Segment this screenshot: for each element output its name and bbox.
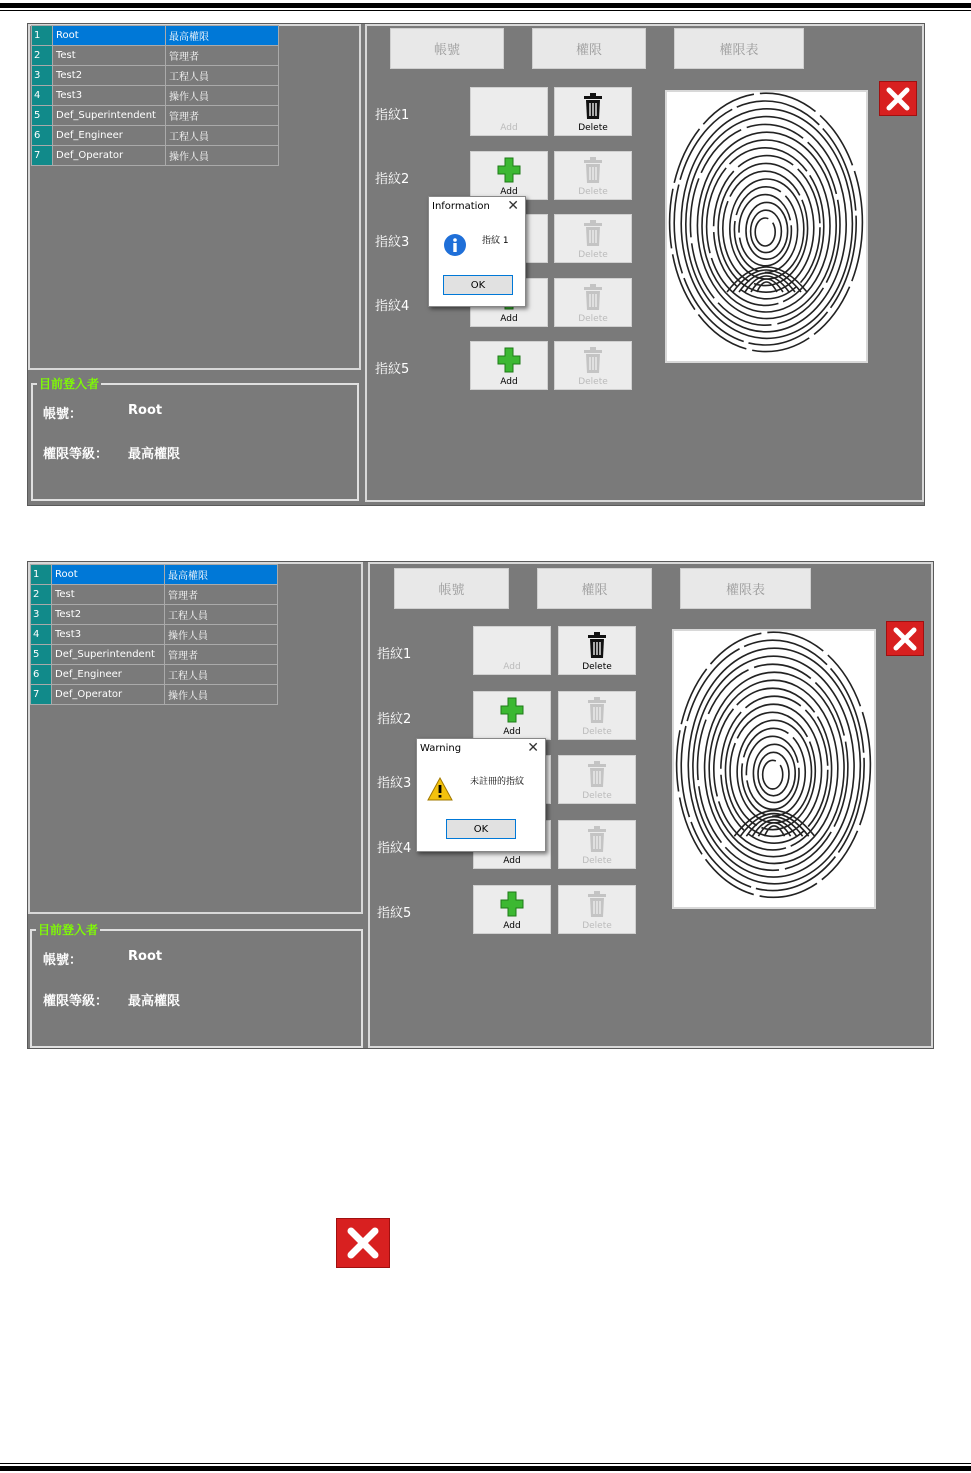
user-role: 操作人員: [165, 625, 278, 645]
delete-button[interactable]: [554, 278, 632, 327]
delete-button[interactable]: [558, 626, 636, 675]
user-index: 4: [32, 86, 53, 106]
delete-label: Delete: [578, 123, 608, 133]
delete-button[interactable]: [554, 151, 632, 200]
delete-button[interactable]: [558, 820, 636, 869]
user-table: [30, 564, 278, 705]
add-label: Add: [500, 186, 518, 197]
add-button[interactable]: [473, 691, 551, 740]
top-rule: [0, 3, 971, 8]
add-label: Add: [503, 662, 521, 672]
account-label: 帳號：: [43, 953, 83, 968]
plus-icon: [499, 696, 525, 724]
delete-label: Delete: [578, 186, 608, 197]
user-index: 2: [31, 585, 52, 605]
delete-label: Delete: [582, 920, 612, 931]
dialog-close-icon[interactable]: ✕: [507, 198, 519, 214]
user-name: Def_Engineer: [52, 665, 165, 685]
level-value: 最高權限: [128, 447, 181, 462]
user-role: 管理者: [165, 645, 278, 665]
dialog-title: Information: [432, 201, 490, 212]
plus-icon: [496, 346, 522, 374]
user-index: 3: [31, 605, 52, 625]
tab-permission[interactable]: 權限: [532, 28, 646, 69]
user-role: 最高權限: [165, 565, 278, 585]
user-row[interactable]: [31, 685, 278, 705]
user-role: 最高權限: [166, 26, 279, 46]
plus-icon: [474, 696, 550, 724]
user-index: 3: [32, 66, 53, 86]
account-label: 帳號：: [43, 407, 83, 422]
information-dialog: [428, 196, 526, 307]
fingerprint-label: 指紋4: [377, 841, 412, 857]
plus-icon: [471, 346, 547, 374]
add-label: Add: [500, 313, 518, 324]
add-label: Add: [500, 377, 518, 387]
current-login-group: [30, 923, 363, 1048]
user-row[interactable]: [32, 106, 279, 126]
add-button[interactable]: [470, 151, 548, 200]
level-value: 最高權限: [128, 994, 181, 1009]
user-row[interactable]: [31, 565, 278, 585]
account-value: Root: [128, 949, 163, 964]
delete-button[interactable]: [558, 885, 636, 934]
trash-icon: [559, 890, 635, 918]
fingerprint-image: [672, 629, 876, 909]
delete-button[interactable]: [554, 341, 632, 390]
add-button[interactable]: [473, 885, 551, 934]
user-role: 工程人員: [166, 126, 279, 146]
user-row[interactable]: [31, 625, 278, 645]
add-button[interactable]: [470, 87, 548, 136]
user-role: 管理者: [166, 46, 279, 66]
bottom-rule: [0, 1466, 971, 1471]
fingerprint-label: 指紋5: [377, 905, 412, 921]
delete-label: Delete: [578, 250, 608, 260]
tab-permission-table[interactable]: 權限表: [674, 28, 804, 69]
user-name: Def_Operator: [52, 685, 165, 705]
user-role: 工程人員: [166, 66, 279, 86]
trash-icon: [559, 696, 635, 724]
delete-label: Delete: [582, 791, 612, 802]
user-index: 6: [31, 665, 52, 685]
trash-icon: [555, 346, 631, 374]
delete-label: Delete: [582, 856, 612, 867]
tab-account[interactable]: 帳號: [394, 568, 509, 609]
user-role: 操作人員: [165, 685, 278, 705]
user-index: 5: [32, 106, 53, 126]
fingerprint-label: 指紋2: [377, 711, 412, 727]
tab-account[interactable]: 帳號: [390, 28, 504, 69]
user-index: 2: [32, 46, 53, 66]
delete-label: Delete: [582, 726, 612, 737]
user-role: 工程人員: [165, 665, 278, 685]
user-index: 6: [32, 126, 53, 146]
user-row[interactable]: [31, 605, 278, 625]
user-row[interactable]: [31, 585, 278, 605]
delete-button[interactable]: [554, 214, 632, 263]
user-index: 1: [32, 26, 53, 46]
fingerprint-label: 指紋2: [375, 171, 410, 187]
close-icon[interactable]: [879, 81, 917, 116]
trash-icon: [559, 631, 635, 659]
user-row[interactable]: [32, 66, 279, 86]
level-label: 權限等級：: [43, 447, 109, 462]
user-row[interactable]: [32, 26, 279, 46]
ok-button[interactable]: OK: [443, 275, 513, 295]
add-label: Add: [500, 123, 518, 133]
dialog-title: Warning: [420, 743, 462, 754]
plus-icon: [496, 156, 522, 184]
add-button[interactable]: [470, 341, 548, 390]
user-name: Test2: [53, 66, 166, 86]
fingerprint-label: 指紋1: [375, 108, 410, 123]
dialog-message: 未註冊的指紋: [470, 777, 525, 787]
current-login-legend: 目前登入者: [39, 377, 100, 391]
user-role: 工程人員: [165, 605, 278, 625]
user-name: Test: [52, 585, 165, 605]
user-index: 4: [31, 625, 52, 645]
screenshot-1: [27, 23, 925, 506]
fingerprint-label: 指紋3: [377, 776, 412, 792]
screenshot-2: [27, 561, 934, 1049]
delete-button[interactable]: [558, 691, 636, 740]
close-icon-large: [336, 1218, 390, 1268]
fingerprint-label: 指紋3: [375, 235, 410, 250]
close-icon[interactable]: [886, 621, 924, 656]
trash-icon: [559, 760, 635, 788]
tab-permission[interactable]: 權限: [537, 568, 652, 609]
user-role: 管理者: [166, 106, 279, 126]
user-role: 操作人員: [166, 146, 279, 166]
trash-icon: [555, 156, 631, 184]
plus-icon: [471, 156, 547, 184]
current-login-legend: 目前登入者: [38, 923, 99, 937]
fingerprint-drawing: [674, 631, 874, 907]
account-value: Root: [128, 403, 163, 418]
delete-label: Delete: [582, 662, 612, 672]
user-name: Test3: [53, 86, 166, 106]
plus-icon: [499, 890, 525, 918]
user-name: Def_Operator: [53, 146, 166, 166]
user-row[interactable]: [31, 645, 278, 665]
add-label: Add: [503, 726, 521, 737]
dialog-close-icon[interactable]: ✕: [527, 740, 539, 756]
dialog-message: 指紋 1: [482, 236, 509, 246]
warning-dialog: [416, 738, 546, 852]
current-login-group: [31, 377, 359, 501]
trash-icon: [555, 283, 631, 311]
info-icon: [443, 233, 467, 261]
trash-icon: [559, 825, 635, 853]
user-index: 7: [31, 685, 52, 705]
delete-button[interactable]: [558, 755, 636, 804]
user-table: [31, 25, 279, 166]
delete-label: Delete: [578, 377, 608, 387]
warning-icon: [427, 777, 453, 805]
fingerprint-drawing: [667, 92, 866, 361]
trash-icon: [555, 219, 631, 247]
delete-button[interactable]: [554, 87, 632, 136]
user-name: Test3: [52, 625, 165, 645]
tab-permission-table[interactable]: 權限表: [680, 568, 811, 609]
user-name: Def_Engineer: [53, 126, 166, 146]
bottom-rule-thin: [0, 1463, 971, 1464]
user-index: 5: [31, 645, 52, 665]
ok-button[interactable]: OK: [446, 819, 516, 839]
user-name: Root: [53, 26, 166, 46]
plus-icon: [474, 890, 550, 918]
level-label: 權限等級：: [43, 994, 109, 1009]
fingerprint-label: 指紋5: [375, 362, 410, 377]
add-button[interactable]: [473, 626, 551, 675]
user-name: Def_Superintendent: [53, 106, 166, 126]
user-row[interactable]: [31, 665, 278, 685]
user-index: 7: [32, 146, 53, 166]
add-label: Add: [503, 856, 521, 867]
user-role: 管理者: [165, 585, 278, 605]
user-index: 1: [31, 565, 52, 585]
user-row[interactable]: [32, 86, 279, 106]
user-name: Test: [53, 46, 166, 66]
fingerprint-image: [665, 90, 868, 363]
trash-icon: [555, 92, 631, 120]
user-name: Root: [52, 565, 165, 585]
top-rule-thin: [0, 10, 971, 11]
user-row[interactable]: [32, 46, 279, 66]
fingerprint-label: 指紋4: [375, 298, 410, 314]
user-row[interactable]: [32, 146, 279, 166]
user-name: Test2: [52, 605, 165, 625]
user-name: Def_Superintendent: [52, 645, 165, 665]
add-label: Add: [503, 920, 521, 931]
user-row[interactable]: [32, 126, 279, 146]
user-role: 操作人員: [166, 86, 279, 106]
fingerprint-label: 指紋1: [377, 647, 412, 662]
delete-label: Delete: [578, 313, 608, 324]
